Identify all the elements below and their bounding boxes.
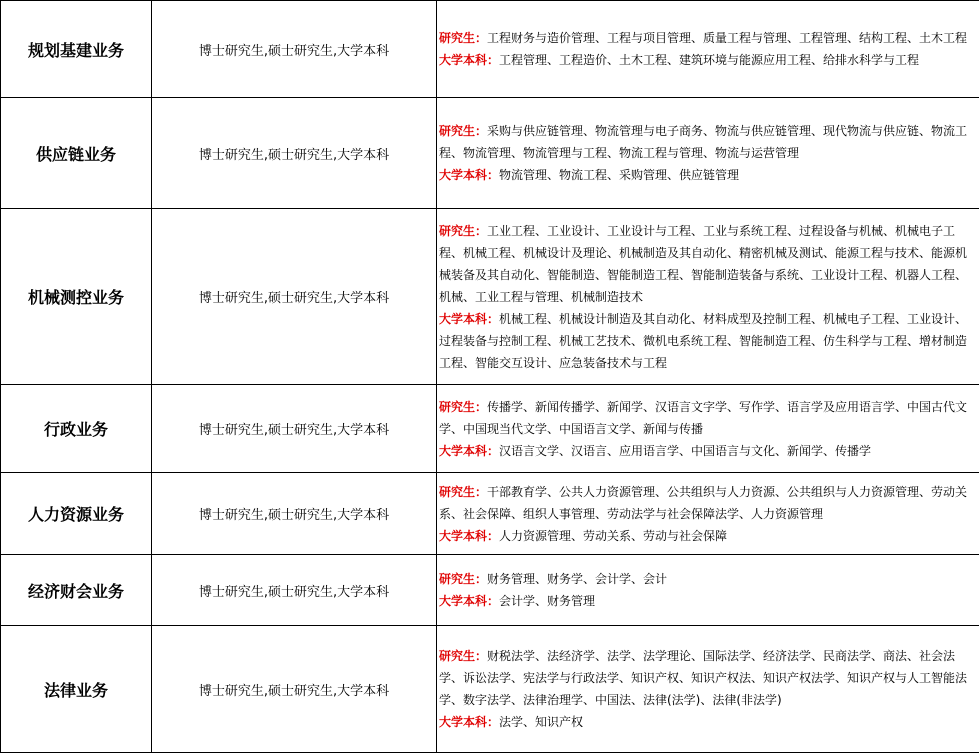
graduate-majors	[439, 27, 977, 49]
graduate-label: 研究生：	[439, 31, 488, 45]
undergraduate-majors	[439, 308, 977, 374]
undergraduate-list: 物流管理、物流工程、采购管理、供应链管理	[499, 168, 740, 182]
undergraduate-label: 大学本科：	[439, 168, 500, 182]
undergraduate-list: 工程管理、工程造价、土木工程、建筑环境与能源应用工程、给排水科学与工程	[499, 53, 920, 67]
education-cell: 博士研究生,硕士研究生,大学本科	[152, 209, 437, 385]
graduate-list: 工业工程、工业设计、工业设计与工程、工业与系统工程、过程设备与机械、机械电子工程、机械工程、机械设计及理论、机械制造及其自动化、精密机械及测试、能源工程与技术、能源机械装备及其自动化、智能制造、智能制造工程、智能制造装备与系统、工业设计工程、机器人工程、机械、工业工程与管理、机械制造技术	[439, 223, 968, 304]
graduate-list: 采购与供应链管理、物流管理与电子商务、物流与供应链管理、现代物流与供应链、物流工程、物流管理、物流管理与工程、物流工程与管理、物流与运营管理	[439, 124, 968, 160]
undergraduate-label: 大学本科：	[439, 443, 500, 458]
majors-cell	[437, 1, 979, 98]
business-cell: 供应链业务	[1, 98, 152, 209]
business-cell: 法律业务	[1, 626, 152, 753]
undergraduate-label: 大学本科：	[439, 311, 500, 326]
table-row	[1, 473, 979, 555]
education-cell: 博士研究生,硕士研究生,大学本科	[152, 626, 437, 753]
undergraduate-majors	[439, 525, 977, 547]
majors-cell	[437, 555, 979, 626]
graduate-list: 财税法学、法经济学、法学、法学理论、国际法学、经济法学、民商法学、商法、社会法学、诉讼法学、宪法学与行政法学、知识产权、知识产权法、知识产权法学、知识产权与人工智能法学、数字法学、法律治理学、中国法、法律(法学)、法律(非法学)	[439, 649, 968, 707]
graduate-majors	[439, 568, 977, 590]
graduate-majors	[439, 120, 977, 164]
graduate-label: 研究生：	[439, 223, 488, 238]
business-cell: 人力资源业务	[1, 473, 152, 555]
graduate-majors	[439, 645, 977, 711]
undergraduate-list: 会计学、财务管理	[499, 594, 596, 608]
graduate-majors	[439, 481, 977, 525]
graduate-label: 研究生：	[439, 124, 488, 138]
business-cell: 行政业务	[1, 385, 152, 473]
majors-cell	[437, 473, 979, 555]
majors-cell	[437, 98, 979, 209]
undergraduate-label: 大学本科：	[439, 594, 500, 608]
graduate-list: 干部教育学、公共人力资源管理、公共组织与人力资源、公共组织与人力资源管理、劳动关系、社会保障、组织人事管理、劳动法学与社会保障法学、人力资源管理	[439, 484, 968, 521]
graduate-label: 研究生：	[439, 484, 488, 499]
table-row	[1, 555, 979, 626]
undergraduate-majors	[439, 440, 977, 462]
education-cell: 博士研究生,硕士研究生,大学本科	[152, 98, 437, 209]
table-row	[1, 385, 979, 473]
undergraduate-list: 机械工程、机械设计制造及其自动化、材料成型及控制工程、机械电子工程、工业设计、过程装备与控制工程、机械工艺技术、微机电系统工程、智能制造工程、仿生科学与工程、增材制造工程、智能交互设计、应急装备技术与工程	[439, 311, 968, 370]
undergraduate-label: 大学本科：	[439, 715, 500, 729]
graduate-list: 财务管理、财务学、会计学、会计	[487, 572, 668, 586]
graduate-label: 研究生：	[439, 572, 488, 586]
business-cell: 经济财会业务	[1, 555, 152, 626]
undergraduate-list: 人力资源管理、劳动关系、劳动与社会保障	[499, 528, 728, 543]
business-cell: 机械测控业务	[1, 209, 152, 385]
majors-cell	[437, 626, 979, 753]
undergraduate-list: 法学、知识产权	[499, 715, 584, 729]
education-cell: 博士研究生,硕士研究生,大学本科	[152, 385, 437, 473]
undergraduate-majors	[439, 49, 977, 71]
table-row	[1, 98, 979, 209]
education-cell: 博士研究生,硕士研究生,大学本科	[152, 1, 437, 98]
undergraduate-label: 大学本科：	[439, 53, 500, 67]
table-row	[1, 209, 979, 385]
table-row	[1, 1, 979, 98]
graduate-list: 传播学、新闻传播学、新闻学、汉语言文字学、写作学、语言学及应用语言学、中国古代文学、中国现当代文学、中国语言文学、新闻与传播	[439, 399, 968, 436]
graduate-label: 研究生：	[439, 649, 488, 663]
undergraduate-label: 大学本科：	[439, 528, 500, 543]
undergraduate-majors	[439, 164, 977, 186]
table-row	[1, 626, 979, 753]
undergraduate-list: 汉语言文学、汉语言、应用语言学、中国语言与文化、新闻学、传播学	[499, 443, 872, 458]
graduate-list: 工程财务与造价管理、工程与项目管理、质量工程与管理、工程管理、结构工程、土木工程	[487, 31, 968, 45]
business-cell: 规划基建业务	[1, 1, 152, 98]
graduate-majors	[439, 220, 977, 308]
majors-cell	[437, 385, 979, 473]
undergraduate-majors	[439, 711, 977, 733]
majors-cell	[437, 209, 979, 385]
undergraduate-majors	[439, 590, 977, 612]
education-cell: 博士研究生,硕士研究生,大学本科	[152, 555, 437, 626]
education-cell: 博士研究生,硕士研究生,大学本科	[152, 473, 437, 555]
graduate-majors	[439, 396, 977, 440]
graduate-label: 研究生：	[439, 399, 488, 414]
